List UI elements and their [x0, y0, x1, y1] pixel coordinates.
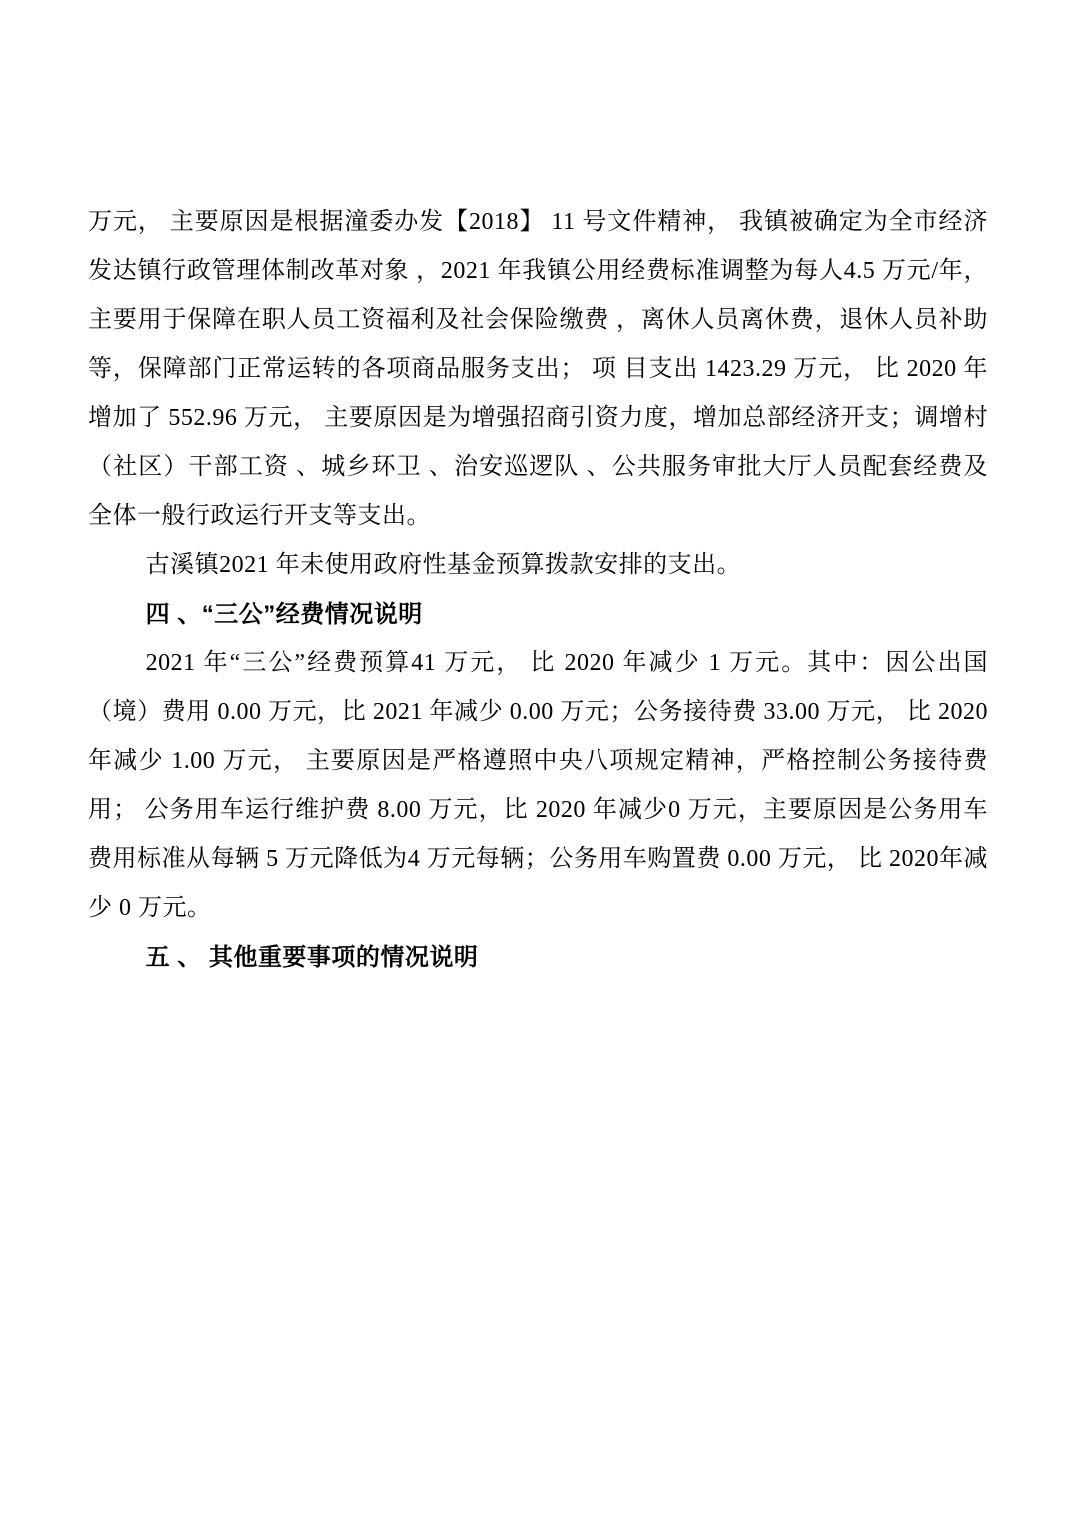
- paragraph-government-fund-statement: 古溪镇2021 年未使用政府性基金预算拨款安排的支出。: [145, 552, 742, 578]
- document-body: [88, 198, 988, 982]
- heading-section-four-three-public-funds: 四 、“三公”经费情况说明: [145, 601, 423, 628]
- heading-section-five-other-important-matters: 五 、 其他重要事项的情况说明: [145, 944, 479, 971]
- paragraph-budget-expenditure-explanation: 万元， 主要原因是根据潼委办发【2018】 11 号文件精神， 我镇被确定为全市经济发达镇行政管理体制改革对象 ，2021 年我镇公用经费标准调整为每人4.5 万元/年， 主要用于保障在职人员工资福利及社会保险缴费 ，离休人员离休费，退休人员补助等，保障部门正常运转的各项商品服务支出； 项 目支出 1423.29 万元， 比 2020 年增加了 552.96 万元， 主要原因是为增强招商引资力度，增加总部经济开支；调增村（社区）干部工资 、城乡环卫 、治安巡逻队 、公共服务审批大厅人员配套经费及全体一般行政运行开支等支出。: [88, 209, 988, 529]
- paragraph-three-public-funds-detail: 2021 年“三公”经费预算41 万元， 比 2020 年减少 1 万元。其中：因公出国（境）费用 0.00 万元，比 2021 年减少 0.00 万元；公务接待费 33.00 万元， 比 2020 年减少 1.00 万元， 主要原因是严格遵照中央八项规定精神，严格控制公务接待费用； 公务用车运行维护费 8.00 万元，比 2020 年减少0 万元，主要原因是公务用车费用标准从每辆 5 万元降低为4 万元每辆；公务用车购置费 0.00 万元， 比 2020年减少 0 万元。: [88, 650, 988, 921]
